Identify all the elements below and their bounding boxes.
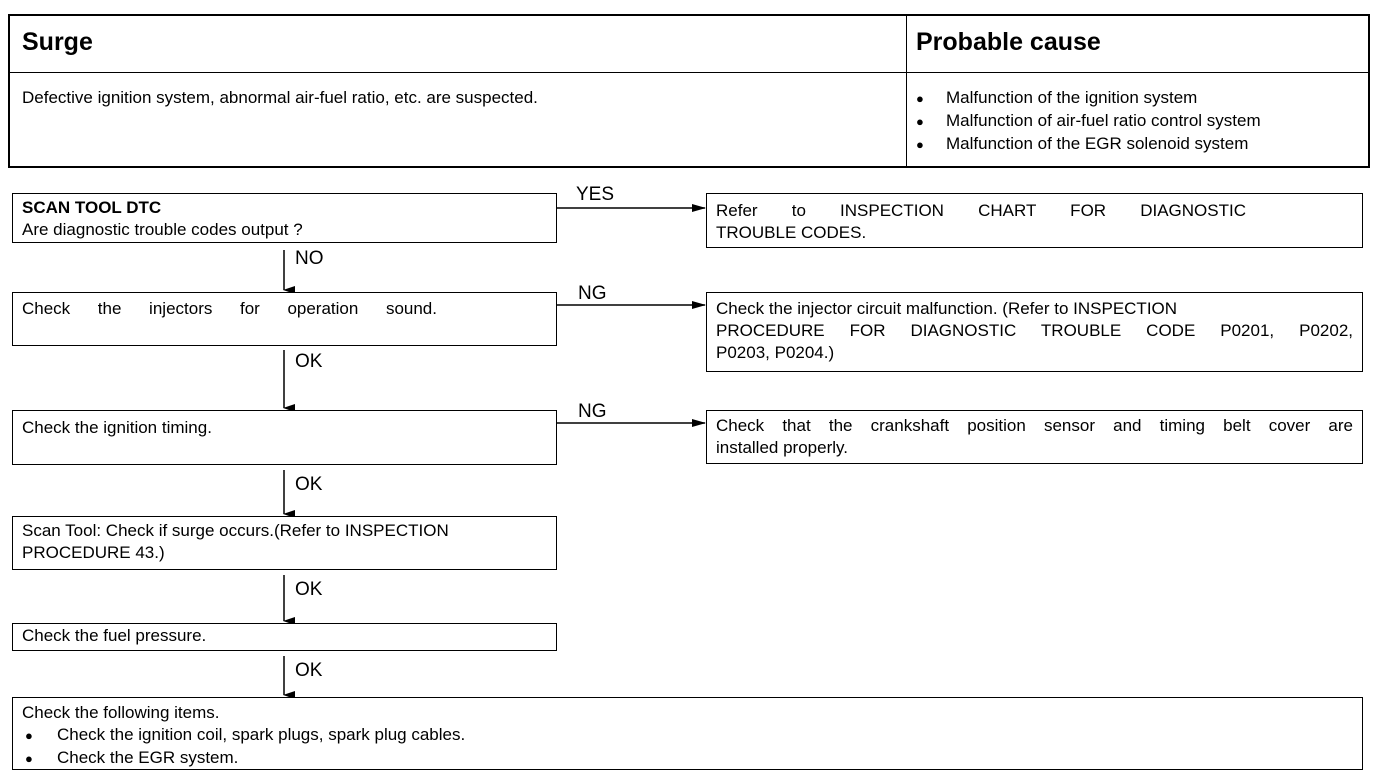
cause-table [8,14,1370,168]
check-items-list [22,724,1353,770]
table-divider-vertical [906,16,907,166]
ok-label-2: OK [295,474,323,495]
yes-label: YES [576,184,615,205]
ok-label-3: OK [295,579,323,600]
list-item: ● Check the ignition coil, spark plugs, spark plug cables. [22,724,1353,747]
symptom-title: Surge [22,28,93,56]
ng-label-1: NG [578,283,607,304]
step-scan-tool-surge: Scan Tool: Check if surge occurs.(Refer to INSPECTION PROCEDURE 43.) [12,516,557,570]
cause-item: ● Malfunction of the ignition system [916,87,1356,110]
result-crankshaft-sensor: Check that the crankshaft position sensor and timing belt cover are installed properly. [706,410,1363,464]
bullet-dot-icon: ● [916,137,924,152]
result-injector-circuit: Check the injector circuit malfunction. (Refer to INSPECTION PROCEDURE FOR DIAGNOSTIC TROUBLE CODE P0201, P0202, P0203, P0204.) [706,292,1363,372]
list-item: ● Check the EGR system. [22,747,1353,770]
step-ignition-timing: Check the ignition timing. [12,410,557,465]
step-check-items: Check the following items. ● Check the ignition coil, spark plugs, spark plug cables. ● Check the EGR system. [12,697,1363,770]
bullet-dot-icon: ● [916,91,924,106]
step-fuel-pressure: Check the fuel pressure. [12,623,557,651]
cause-item: ● Malfunction of the EGR solenoid system [916,133,1356,156]
table-divider-horizontal [10,72,1368,73]
bullet-dot-icon: ● [25,728,33,743]
step-scan-tool-dtc [12,193,557,243]
step-title: SCAN TOOL DTC [22,198,162,217]
cause-item: ● Malfunction of air-fuel ratio control system [916,110,1356,133]
step-question: Are diagnostic trouble codes output ? [22,220,303,239]
result-dtc-chart: Refer to INSPECTION CHART FOR DIAGNOSTIC TROUBLE CODES. [706,193,1363,248]
bullet-dot-icon: ● [25,751,33,766]
cause-list [916,87,1356,156]
symptom-description: Defective ignition system, abnormal air-fuel ratio, etc. are suspected. [22,88,538,107]
ok-label-1: OK [295,351,323,372]
ng-label-2: NG [578,401,607,422]
ok-label-4: OK [295,660,323,681]
step-injector-sound: Check the injectors for operation sound. [12,292,557,346]
no-label: NO [295,248,324,269]
bullet-dot-icon: ● [916,114,924,129]
probable-cause-title: Probable cause [916,28,1101,56]
